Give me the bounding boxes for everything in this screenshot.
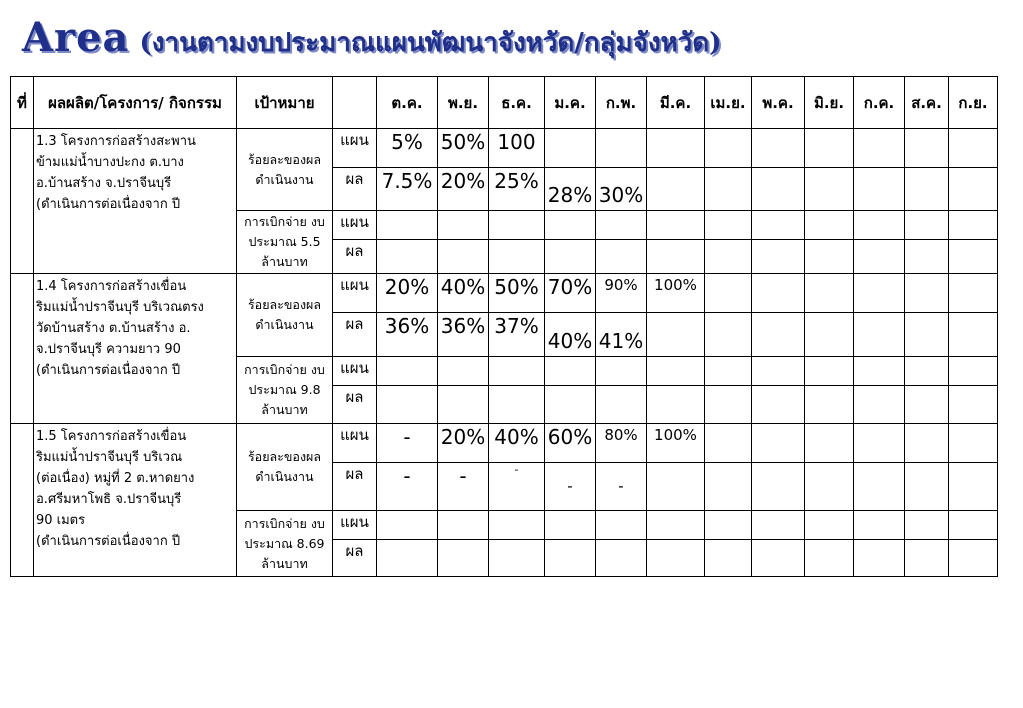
value-cell: 36% [438,313,489,357]
empty-cell [705,357,752,386]
empty-cell [438,386,489,424]
empty-cell [705,240,752,274]
empty-cell [438,511,489,540]
empty-cell [949,211,998,240]
empty-cell [905,211,949,240]
header-month: ก.ค. [854,77,905,129]
empty-cell [905,540,949,577]
page-title [22,14,721,70]
empty-cell [705,540,752,577]
value-cell: 50% [489,274,545,313]
result-label: ผล [333,463,377,511]
value-cell: 41% [596,313,647,357]
empty-cell [705,511,752,540]
empty-cell [854,463,905,511]
empty-cell [752,540,805,577]
header-month: ม.ค. [545,77,596,129]
empty-cell [949,386,998,424]
empty-cell [752,357,805,386]
empty-cell [854,240,905,274]
value-cell: 20% [438,168,489,211]
empty-cell [905,313,949,357]
empty-cell [647,313,705,357]
value-cell: - [545,463,596,511]
row-number [11,274,34,424]
value-cell: 36% [377,313,438,357]
empty-cell [805,424,854,463]
budget-target: การเบิกจ่าย งบประมาณ 8.69 ล้านบาท [237,511,333,577]
empty-cell [805,313,854,357]
empty-cell [805,511,854,540]
empty-cell [854,540,905,577]
empty-cell [905,168,949,211]
header-blank [333,77,377,129]
value-cell: 30% [596,168,647,211]
empty-cell [905,463,949,511]
result-label: ผล [333,386,377,424]
empty-cell [545,129,596,168]
empty-cell [647,386,705,424]
table-row [11,424,998,463]
empty-cell [545,240,596,274]
value-cell: - [489,463,545,511]
empty-cell [949,313,998,357]
table-row [11,274,998,313]
project-description: 1.3 โครงการก่อสร้างสะพาน ข้ามแม่น้ำบางปะกง ต.บาง อ.บ้านสร้าง จ.ปราจีนบุรี (ดำเนินการต่อเนื่องจาก ปี [34,129,237,274]
empty-cell [949,240,998,274]
empty-cell [949,463,998,511]
value-cell: - [377,463,438,511]
progress-target: ร้อยละของผล ดำเนินงาน [237,274,333,357]
empty-cell [647,357,705,386]
empty-cell [854,424,905,463]
header-month: ก.ย. [949,77,998,129]
value-cell: 100% [647,274,705,313]
value-cell: 90% [596,274,647,313]
empty-cell [705,129,752,168]
empty-cell [545,211,596,240]
value-cell: 100 [489,129,545,168]
value-cell: 80% [596,424,647,463]
empty-cell [647,129,705,168]
header-month: ก.พ. [596,77,647,129]
empty-cell [438,211,489,240]
empty-cell [752,463,805,511]
empty-cell [752,211,805,240]
empty-cell [647,211,705,240]
empty-cell [705,424,752,463]
empty-cell [805,357,854,386]
empty-cell [705,386,752,424]
header-target: เป้าหมาย [237,77,333,129]
empty-cell [489,386,545,424]
empty-cell [377,386,438,424]
empty-cell [905,386,949,424]
empty-cell [854,211,905,240]
value-cell: 60% [545,424,596,463]
empty-cell [805,386,854,424]
empty-cell [905,511,949,540]
empty-cell [647,540,705,577]
empty-cell [949,357,998,386]
header-output: ผลผลิต/โครงการ/ กิจกรรม [34,77,237,129]
empty-cell [752,168,805,211]
header-month: มี.ค. [647,77,705,129]
empty-cell [752,424,805,463]
empty-cell [596,129,647,168]
empty-cell [905,274,949,313]
plan-label: แผน [333,511,377,540]
value-cell: 25% [489,168,545,211]
table-row [11,129,998,168]
empty-cell [905,240,949,274]
header-month: พ.ย. [438,77,489,129]
result-label: ผล [333,240,377,274]
plan-label: แผน [333,211,377,240]
title-subtitle: (งานตามงบประมาณแผนพัฒนาจังหวัด/กลุ่มจังหวัด) [139,28,722,58]
empty-cell [854,274,905,313]
value-cell: 100% [647,424,705,463]
value-cell: - [596,463,647,511]
empty-cell [805,129,854,168]
value-cell: 37% [489,313,545,357]
empty-cell [905,424,949,463]
empty-cell [545,540,596,577]
value-cell: 7.5% [377,168,438,211]
title-main: Area [22,14,130,61]
empty-cell [854,511,905,540]
schedule-table [10,76,998,577]
empty-cell [705,463,752,511]
empty-cell [596,511,647,540]
empty-cell [905,129,949,168]
empty-cell [489,357,545,386]
empty-cell [854,313,905,357]
plan-label: แผน [333,274,377,313]
value-cell: 70% [545,274,596,313]
empty-cell [752,386,805,424]
empty-cell [705,168,752,211]
progress-target: ร้อยละของผล ดำเนินงาน [237,424,333,511]
header-month: ส.ค. [905,77,949,129]
empty-cell [805,540,854,577]
budget-target: การเบิกจ่าย งบประมาณ 5.5 ล้านบาท [237,211,333,274]
empty-cell [438,357,489,386]
budget-target: การเบิกจ่าย งบประมาณ 9.8 ล้านบาท [237,357,333,424]
result-label: ผล [333,540,377,577]
plan-label: แผน [333,357,377,386]
empty-cell [438,540,489,577]
result-label: ผล [333,168,377,211]
empty-cell [905,357,949,386]
empty-cell [596,211,647,240]
empty-cell [949,540,998,577]
empty-cell [647,463,705,511]
empty-cell [854,386,905,424]
empty-cell [752,511,805,540]
empty-cell [805,211,854,240]
empty-cell [647,168,705,211]
empty-cell [805,274,854,313]
empty-cell [705,211,752,240]
value-cell: - [377,424,438,463]
value-cell: 28% [545,168,596,211]
plan-label: แผน [333,129,377,168]
value-cell: 40% [438,274,489,313]
empty-cell [377,540,438,577]
empty-cell [949,168,998,211]
value-cell: 40% [545,313,596,357]
empty-cell [752,313,805,357]
empty-cell [377,211,438,240]
header-month: เม.ย. [705,77,752,129]
header-month: มิ.ย. [805,77,854,129]
empty-cell [752,240,805,274]
empty-cell [705,274,752,313]
empty-cell [596,357,647,386]
empty-cell [545,511,596,540]
empty-cell [854,357,905,386]
row-number [11,129,34,274]
empty-cell [854,129,905,168]
empty-cell [489,511,545,540]
value-cell: 5% [377,129,438,168]
empty-cell [647,511,705,540]
empty-cell [438,240,489,274]
progress-target: ร้อยละของผล ดำเนินงาน [237,129,333,211]
project-description: 1.5 โครงการก่อสร้างเขื่อน ริมแม่น้ำปราจีนบุรี บริเวณ (ต่อเนื่อง) หมู่ที่ 2 ต.หาดยาง อ.ศรีมหาโพธิ จ.ปราจีนบุรี 90 เมตร (ดำเนินการต่อเนื่องจาก ปี [34,424,237,577]
value-cell: 50% [438,129,489,168]
empty-cell [545,357,596,386]
empty-cell [489,211,545,240]
project-description: 1.4 โครงการก่อสร้างเขื่อน ริมแม่น้ำปราจีนบุรี บริเวณตรง วัดบ้านสร้าง ต.บ้านสร้าง อ. จ.ปราจีนบุรี ความยาว 90 (ดำเนินการต่อเนื่องจาก ปี [34,274,237,424]
empty-cell [949,424,998,463]
value-cell: 20% [438,424,489,463]
empty-cell [377,240,438,274]
empty-cell [949,129,998,168]
empty-cell [545,386,596,424]
empty-cell [705,313,752,357]
empty-cell [752,274,805,313]
empty-cell [949,511,998,540]
header-no: ที่ [11,77,34,129]
empty-cell [805,168,854,211]
empty-cell [805,240,854,274]
empty-cell [752,129,805,168]
empty-cell [805,463,854,511]
value-cell: 20% [377,274,438,313]
value-cell: 40% [489,424,545,463]
empty-cell [647,240,705,274]
empty-cell [489,240,545,274]
empty-cell [596,540,647,577]
header-month: ต.ค. [377,77,438,129]
result-label: ผล [333,313,377,357]
row-number [11,424,34,577]
plan-label: แผน [333,424,377,463]
empty-cell [377,511,438,540]
header-month: พ.ค. [752,77,805,129]
empty-cell [596,240,647,274]
empty-cell [596,386,647,424]
empty-cell [489,540,545,577]
value-cell: - [438,463,489,511]
header-row [11,77,998,129]
empty-cell [377,357,438,386]
empty-cell [949,274,998,313]
empty-cell [854,168,905,211]
header-month: ธ.ค. [489,77,545,129]
